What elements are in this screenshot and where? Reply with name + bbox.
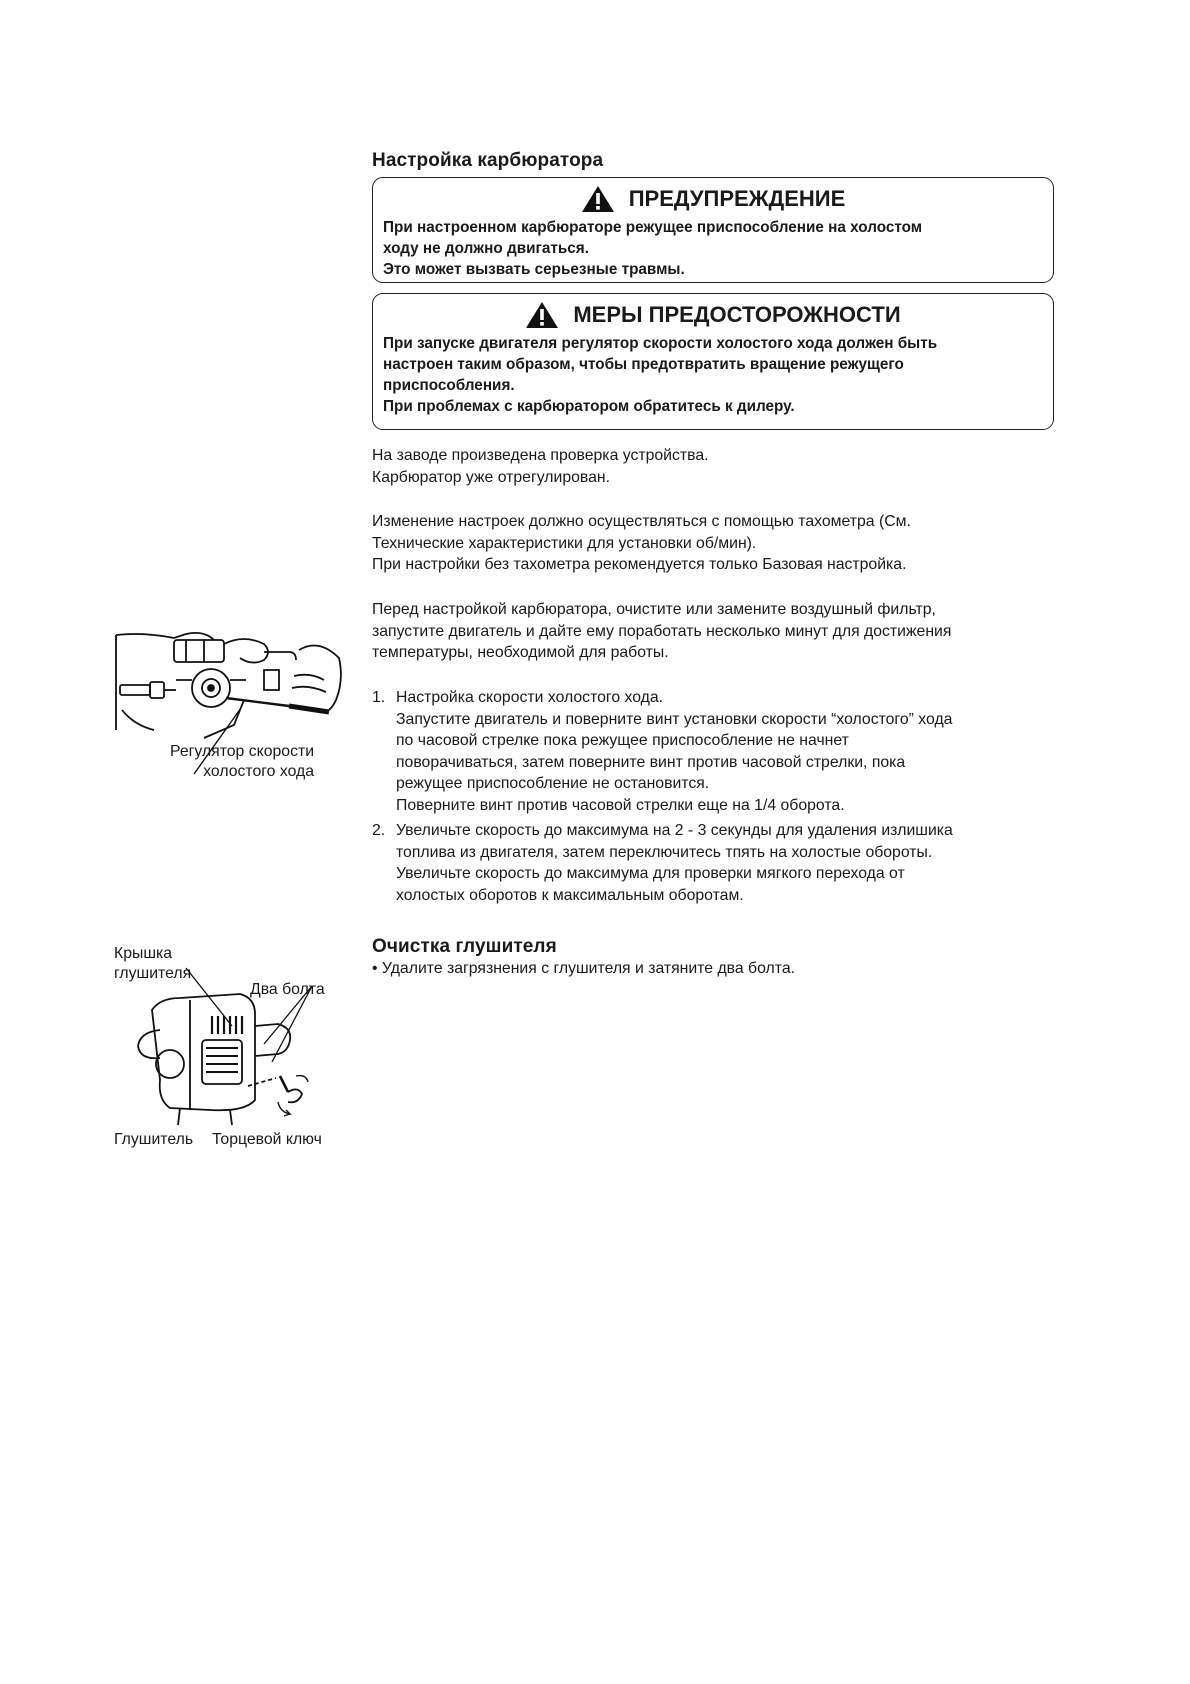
warning-heading: ПРЕДУПРЕЖДЕНИЕ [628,186,846,211]
text-line: При настройки без тахометра рекомендуется только Базовая настройка. [372,556,907,573]
warning-triangle-icon [525,301,559,329]
caption-line: глушителя [114,965,192,982]
warning-line: Это может вызвать серьезные травмы. [383,261,685,278]
text-line: по часовой стрелке пока режущее приспособление не начнет [396,732,849,749]
text-line: Технические характеристики для установки об/мин). [372,534,757,552]
caution-line: приспособления. [383,377,515,394]
step-number: 1. [372,689,386,706]
caution-text [383,333,1043,417]
step-number: 2. [372,822,386,839]
muffler-instruction: • Удалите загрязнения с глушителя и затяните два болта. [372,960,795,977]
section-title-carburetor: Настройка карбюратора [372,150,604,171]
text-line: Карбюратор уже отрегулирован. [372,468,611,486]
text-line: запустите двигатель и дайте ему поработать несколько минут для достижения [372,622,952,640]
caption-line: Регулятор скорости [170,743,315,760]
warning-box [372,177,1054,283]
paragraph-factory-check [372,445,709,488]
caption-line: холостого хода [203,763,315,780]
warning-line: ходу не должно двигаться. [383,240,589,257]
caution-line: При проблемах с карбюратором обратитесь к дилеру. [383,398,795,415]
label-two-bolts: Два болта [250,981,325,998]
paragraph-before-adjust [372,599,951,664]
caution-box [372,293,1054,430]
text-line: Настройка скорости холостого хода. [396,689,664,706]
step-item-2 [372,820,1072,906]
text-line: Увеличьте скорость до максимума для проверки мягкого перехода от [396,865,905,882]
text-line: режущее приспособление не остановится. [396,775,710,792]
figure-carburetor [114,630,344,740]
label-pointers [172,966,322,1086]
text-line: Перед настройкой карбюратора, очистите или замените воздушный фильтр, [372,601,936,618]
caption-line: Крышка [114,945,173,962]
warning-triangle-icon [581,185,615,213]
steps-list [372,687,1072,906]
text-line: холостых оборотов к максимальным оборотам. [396,886,744,904]
caution-line: При запуске двигателя регулятор скорости холостого хода должен быть [383,335,938,352]
paragraph-tachometer [372,511,911,576]
label-muffler: Глушитель [114,1131,194,1148]
warning-heading-row [383,184,1043,214]
figure-muffler [130,980,330,1128]
figure-caption-idle-regulator [170,742,314,782]
caution-heading-row [383,300,1043,330]
step-item-1 [372,687,1072,816]
text-line: поворачиваться, затем поверните винт против часовой стрелки, пока [396,753,906,771]
section-title-muffler: Очистка глушителя [372,936,557,957]
label-socket-wrench: Торцевой ключ [212,1131,322,1148]
warning-line: При настроенном карбюраторе режущее приспособление на холостом [383,219,923,236]
caution-line: настроен таким образом, чтобы предотвратить вращение режущего [383,356,904,373]
text-line: Изменение настроек должно осуществляться с помощью тахометра (См. [372,513,911,530]
warning-text [383,217,1043,280]
caution-heading: МЕРЫ ПРЕДОСТОРОЖНОСТИ [573,302,901,327]
text-line: На заводе произведена проверка устройства. [372,447,709,464]
text-line: температуры, необходимой для работы. [372,644,669,661]
text-line: Увеличьте скорость до максимума на 2 - 3 секунды для удаления излишика [396,822,953,839]
text-line: Поверните винт против часовой стрелки еще на 1/4 оборота. [396,796,845,814]
text-line: топлива из двигателя, затем переключитесь тпять на холостые обороты. [396,843,933,861]
text-line: Запустите двигатель и поверните винт установки скорости “холостого” хода [396,710,953,728]
